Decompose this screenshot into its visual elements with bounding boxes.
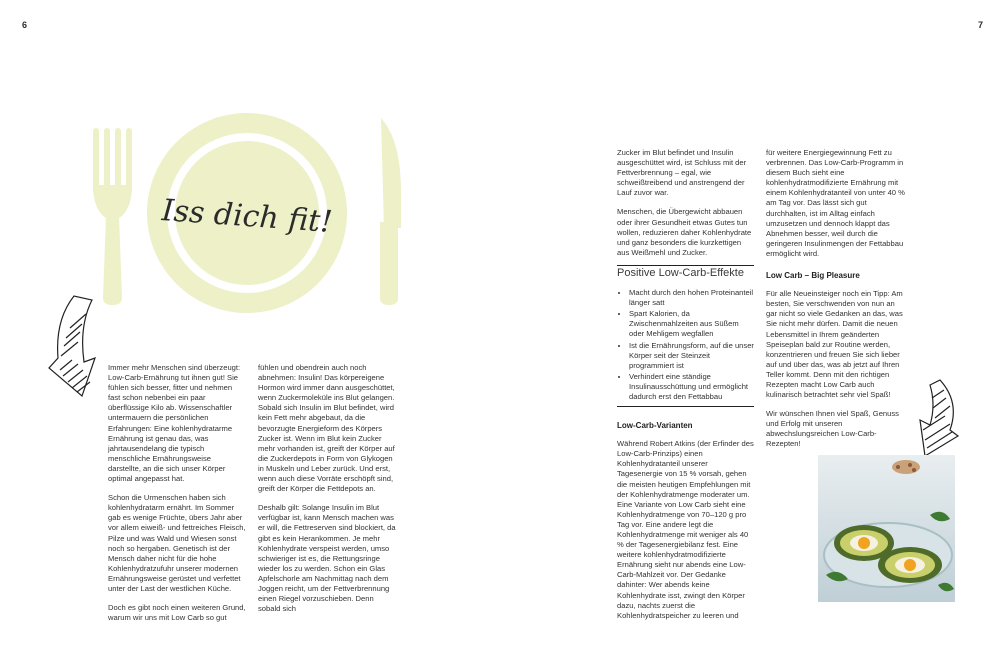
food-photo [818,455,955,602]
paragraph: Menschen, die Übergewicht abbauen oder ihrer Gesundheit etwas Gutes tun wollen, reduzieren daher Kohlenhydrate und ganz besonders die kurzkettigen aus Weißmehl und Zucker. [617,207,752,257]
fork-icon [93,128,132,305]
section-title-positive-effects: Positive Low-Carb-Effekte [617,266,744,279]
paragraph: Für alle Neueinsteiger noch ein Tipp: Am besten, Sie verschwenden von nun an gar nicht so viele Gedanken an das, was Sie nicht mehr dürfen. Damit die neuen Lebensmittel in Ihrem geänderten Speiseplan bald zur Routine werden, konzentrieren und freuen Sie sich lieber auf und über das, was ab jetzt auf Ihren Teller kommt. Denn mit den richtigen Rezepten macht Low Carb auch kulinarisch betrachtet sehr viel Spaß! [766,289,903,400]
text-column-4 [766,148,906,450]
section-rule-bottom [617,406,754,407]
knife-icon [380,118,401,305]
paragraph: Schon die Urmenschen haben sich kohlenhydratarm ernährt. Im Sommer gab es wenige Früchte, übers Jahr aber vor allem eiweiß- und fettreiches Fleisch, Pilze und was Wald und Wiesen sonst noch so hergaben. Genetisch ist der Mensch daher nicht für die hohe Kohlenhydratzufuhr unserer modernen Ernährungsweise gerüstet und verfettet unter der Last der westlichen Küche. [108,493,246,593]
paragraph: Doch es gibt noch einen weiteren Grund, warum wir uns mit Low Carb so gut [108,603,246,623]
subheading-variants: Low-Carb-Varianten [617,421,693,431]
list-item: • Ist die Ernährungsform, auf die unser Körper seit der Steinzeit programmiert ist [629,341,754,371]
text-column-1 [108,363,246,623]
arrow-down-icon [49,296,95,396]
paragraph: Während Robert Atkins (der Erfinder des Low-Carb-Prinzips) einen Kohlenhydratanteil unserer Tagesenergie von 15 % vorsah, gehen die meisten heutigen Empfehlungen mit der Kohlenhydratmenge moderater um. Eine Variante von Low Carb sieht eine Kohlenhydratmenge von 70–120 g pro Tag vor. Eine andere legt die Kohlenhydratmenge mit weniger als 40 % der Tagesenergiebilanz fest. Eine weitere kohlenhydratmodifizierte Ernährung sieht nur abends eine Low-Carb-Mahlzeit vor. Der Gedanke dahinter: Wer abends keine Kohlenhydrate isst, zwingt den Körper dazu, nachts zuerst die Kohlenhydratspeicher zu leeren und [617,439,754,620]
list-item: • Verhindert eine ständige Insulinausschüttung und ermöglicht dadurch erst den Fettabbau [629,372,754,402]
effects-list [617,288,754,402]
page-number-right: 7 [978,20,984,30]
paragraph: fühlen und obendrein auch noch abnehmen: Insulin! Das körpereigene Hormon wird immer dann ausgeschüttet, wenn Zuckermoleküle ins Blut gelangen. Sobald sich Insulin im Blut befindet, wird kein Fett mehr abgebaut, da die bevorzugte Energieform des Körpers Zucker ist. Wenn im Blut kein Zucker mehr vorhanden ist, greift der Körper auf die Zuckerdepots in Form von Glykogen in Muskeln und Leber zurück. Und erst, wenn auch diese Vorräte erschöpft sind, greift der Körper die Fettdepots an. [258,363,395,494]
arrow-right-down-icon [920,380,958,456]
paragraph: Zucker im Blut befindet und Insulin ausgeschüttet wird, ist Schluss mit der Fettverbrennung – egal, wie schweißtreibend und anstrengend der Lauf zuvor war. [617,148,747,198]
text-column-2 [258,363,396,614]
list-item: • Spart Kalorien, da Zwischenmahlzeiten aus Süßem oder Mehligem wegfallen [629,309,754,339]
page-number-left: 6 [22,20,28,30]
subheading-big-pleasure: Low Carb – Big Pleasure [766,271,860,281]
paragraph: Immer mehr Menschen sind überzeugt: Low-Carb-Ernährung tut ihnen gut! Sie fühlen sich besser, fitter und nehmen fast schon nebenbei ein paar überflüssige Kilo ab. Wissenschaftler untermauern die persönlichen Erfahrungen: Eine kohlenhydratarme Ernährung ist genau das, was jahrtausendelang die typisch menschliche Ernährungsweise darstellte, an die sich unser Körper optimal angepasst hat. [108,363,241,484]
paragraph: Wir wünschen Ihnen viel Spaß, Genuss und Erfolg mit unseren abwechslungsreichen Low-Carb-Rezepten! [766,409,899,449]
list-item: • Macht durch den hohen Proteinanteil länger satt [629,288,754,308]
paragraph: für weitere Energiegewinnung Fett zu verbrennen. Das Low-Carb-Programm in diesem Buch sieht eine kohlenhydratmodifizierte Ernährung mit einem Kohlenhydratanteil von unter 40 % am Tag vor. Das lässt sich gut durchhalten, ist im Alltag einfach umzusetzen und dennoch klappt das Abnehmen besser, weil durch die geringeren Insulinmengen der Fettabbau ermöglicht wird. [766,148,905,258]
text-column-3 [617,148,754,621]
page-title: Iss dich fit! [160,193,334,240]
paragraph: Deshalb gilt: Solange Insulin im Blut verfügbar ist, kann Mensch machen was er will, die Fettreserven sind blockiert, da gibt es kein Herankommen. Je mehr Kohlenhydrate verspeist werden, umso schwieriger ist es, die Rettungsringe wieder los zu werden. Schon ein Glas Apfelschorle am Nachmittag nach dem Joggen reicht, um der Fettverbrennung einen Riegel vorzuschieben. Denn sobald sich [258,503,396,614]
